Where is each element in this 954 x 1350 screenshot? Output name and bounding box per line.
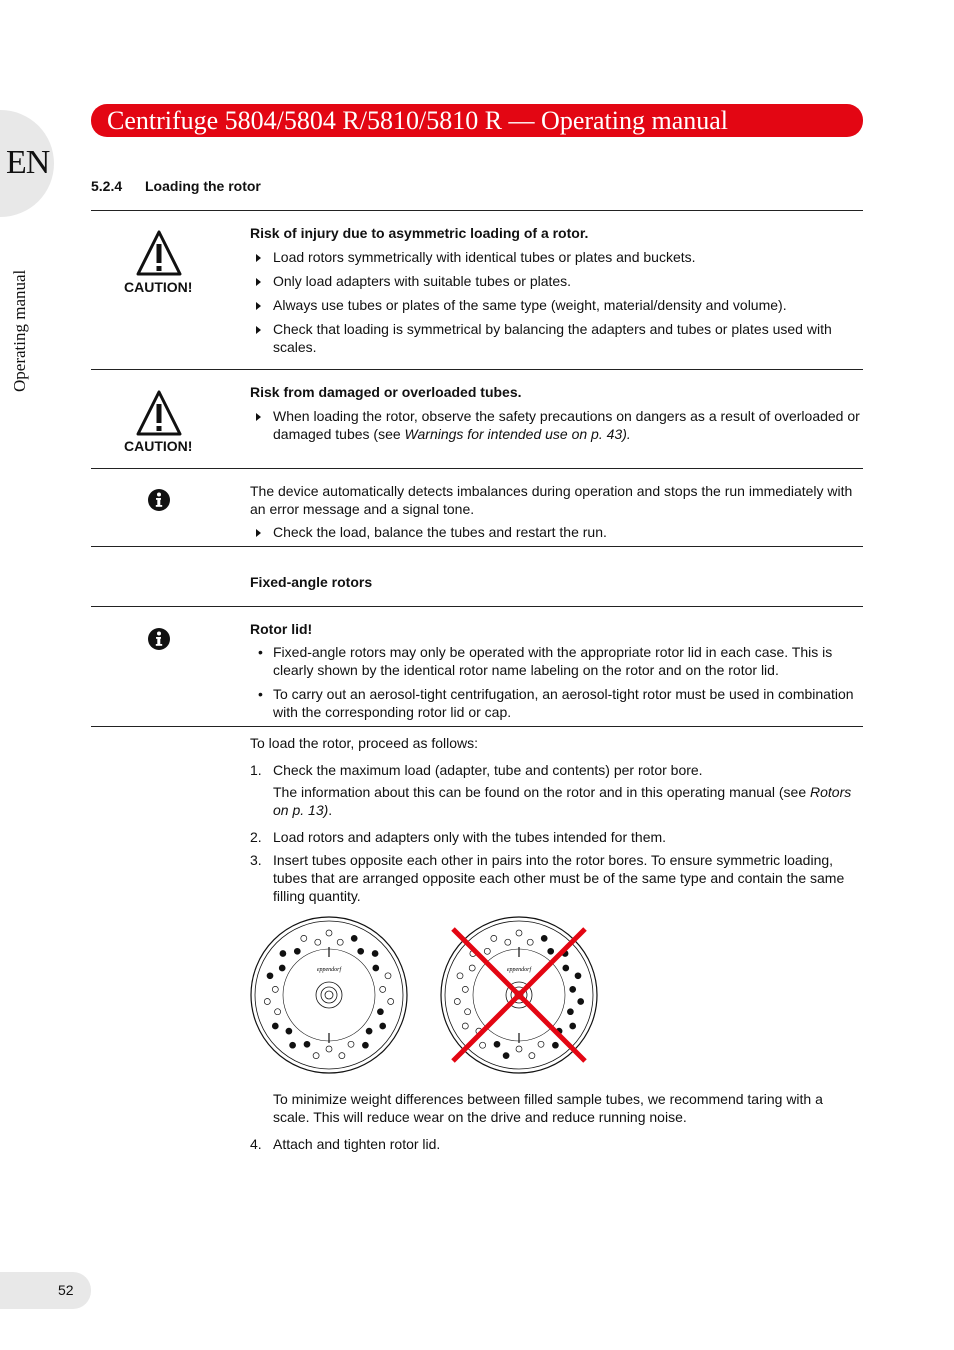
list-item: 4. Attach and tighten rotor lid. [250, 1136, 441, 1152]
divider [91, 210, 863, 211]
divider [91, 546, 863, 547]
rotor-bore [272, 1023, 278, 1029]
caution-heading: Risk from damaged or overloaded tubes. [250, 384, 522, 400]
list-item: 1. Check the maximum load (adapter, tube and contents) per rotor bore. [250, 762, 703, 778]
list-item: Check that loading is symmetrical by balancing the adapters and tubes or plates used with scales. [250, 320, 862, 356]
list-item: 3. Insert tubes opposite each other in pairs into the rotor bores. To ensure symmetric loading, tubes that are arranged opposite each other must be of the same type and contain the same filling quantity. [250, 852, 845, 904]
rotor-bore [541, 935, 547, 941]
rotor-bore [294, 948, 300, 954]
rotor-bore [570, 1023, 576, 1029]
step-note: To minimize weight differences between filled sample tubes, we recommend taring with a scale. This will reduce wear on the drive and reduce running noise. [273, 1091, 823, 1125]
language-tab [0, 110, 54, 217]
rotor-bore [494, 1041, 500, 1047]
rotor-bore [362, 1042, 368, 1048]
rotor-bore [505, 939, 511, 945]
rotor-bore [272, 986, 278, 992]
rotor-correct-loading-figure [249, 915, 409, 1075]
rotor-bore [457, 973, 463, 979]
procedure-intro: To load the rotor, proceed as follows: [250, 735, 479, 751]
section-number: 5.2.4 [91, 178, 123, 194]
list-item: Only load adapters with suitable tubes or plates. [250, 272, 862, 290]
rotor-bore [516, 1046, 522, 1052]
divider [91, 369, 863, 370]
rotor-bore [462, 986, 468, 992]
list-item: • To carry out an aerosol-tight centrifugation, an aerosol-tight rotor must be used in combination with the corresponding rotor lid or cap. [258, 686, 854, 720]
section-heading [91, 178, 261, 194]
rotor-bore [275, 1009, 281, 1015]
rotor-bore [358, 948, 364, 954]
divider [91, 606, 863, 607]
caution-label: CAUTION! [124, 438, 193, 454]
side-section-label: Operating manual [10, 269, 29, 392]
rotor-bore [301, 935, 307, 941]
rotor-bore [484, 948, 490, 954]
info-text: The device automatically detects imbalances during operation and stops the run immediately with an error message and a signal tone. [250, 483, 853, 517]
rotor-bore [372, 951, 378, 957]
cross-reference: Warnings for intended use on p. 43). [404, 426, 631, 442]
rotor-bore [326, 1046, 332, 1052]
info-icon [148, 628, 170, 650]
rotor-bore [578, 999, 584, 1005]
rotor-bore [377, 1009, 383, 1015]
header-title-bar: Centrifuge 5804/5804 R/5810/5810 R — Operating manual [91, 104, 863, 137]
rotor-brand-label: eppendorf [506, 967, 532, 973]
rotor-bore [304, 1041, 310, 1047]
rotor-bore [469, 965, 475, 971]
rotor-bore [337, 939, 343, 945]
list-item: When loading the rotor, observe the safety precautions on dangers as a result of overloaded or damaged tubes (see Warnings for intended use on p. 43). [250, 407, 862, 443]
rotor-bore [366, 1028, 372, 1034]
section-title: Loading the rotor [145, 178, 261, 194]
rotor-bore [462, 1023, 468, 1029]
rotor-bore [279, 965, 285, 971]
step-note: The information about this can be found on the rotor and in this operating manual (see Rotors on p. 13). [273, 784, 852, 818]
rotor-bore [503, 1053, 509, 1059]
rotor-bore [552, 1042, 558, 1048]
page-number: 52 [58, 1282, 74, 1298]
divider [91, 726, 863, 727]
rotor-bore [348, 1041, 354, 1047]
info-icon [148, 489, 170, 511]
list-item: Always use tubes or plates of the same type (weight, material/density and volume). [250, 296, 862, 314]
rotor-bore [527, 939, 533, 945]
divider [91, 468, 863, 469]
info-heading: Rotor lid! [250, 621, 313, 637]
caution-label: CAUTION! [124, 279, 193, 295]
rotor-bore [563, 965, 569, 971]
cross-reference: Rotors on p. 13) [273, 784, 852, 818]
rotor-bore [264, 999, 270, 1005]
rotor-bore [480, 1042, 486, 1048]
rotor-bore [351, 935, 357, 941]
rotor-bore [575, 973, 581, 979]
rotor-bore [570, 986, 576, 992]
list-item: Load rotors symmetrically with identical tubes or plates and buckets. [250, 248, 862, 266]
warning-triangle-icon [136, 230, 182, 276]
language-code: EN [6, 144, 50, 181]
rotor-bore [286, 1028, 292, 1034]
rotor-bore [280, 951, 286, 957]
rotor-bore [385, 973, 391, 979]
caution-heading: Risk of injury due to asymmetric loading of a rotor. [250, 225, 589, 241]
list-item: • Fixed-angle rotors may only be operated with the appropriate rotor lid in each case. This is clearly shown by the identical rotor name labeling on the rotor and on the rotor lid. [258, 644, 833, 678]
rotor-bore [548, 948, 554, 954]
rotor-bore [454, 999, 460, 1005]
rotor-bore [567, 1009, 573, 1015]
rotor-bore [313, 1053, 319, 1059]
rotor-bore [339, 1053, 345, 1059]
rotor-bore [529, 1053, 535, 1059]
warning-triangle-icon [136, 390, 182, 436]
rotor-bore [326, 930, 332, 936]
list-item: Check the load, balance the tubes and restart the run. [250, 523, 862, 541]
rotor-bore [267, 973, 273, 979]
rotor-bore [491, 935, 497, 941]
rotor-incorrect-loading-figure [439, 915, 599, 1075]
rotor-bore [290, 1042, 296, 1048]
rotor-bore [388, 999, 394, 1005]
list-item: 2. Load rotors and adapters only with the tubes intended for them. [250, 829, 667, 845]
rotor-bore [516, 930, 522, 936]
rotor-bore [465, 1009, 471, 1015]
rotor-bore [538, 1041, 544, 1047]
rotor-bore [380, 986, 386, 992]
rotor-bore [373, 965, 379, 971]
rotor-brand-label: eppendorf [316, 967, 342, 973]
subheading: Fixed-angle rotors [250, 574, 373, 590]
rotor-bore [380, 1023, 386, 1029]
page-number-tab [0, 1272, 91, 1309]
rotor-bore [315, 939, 321, 945]
